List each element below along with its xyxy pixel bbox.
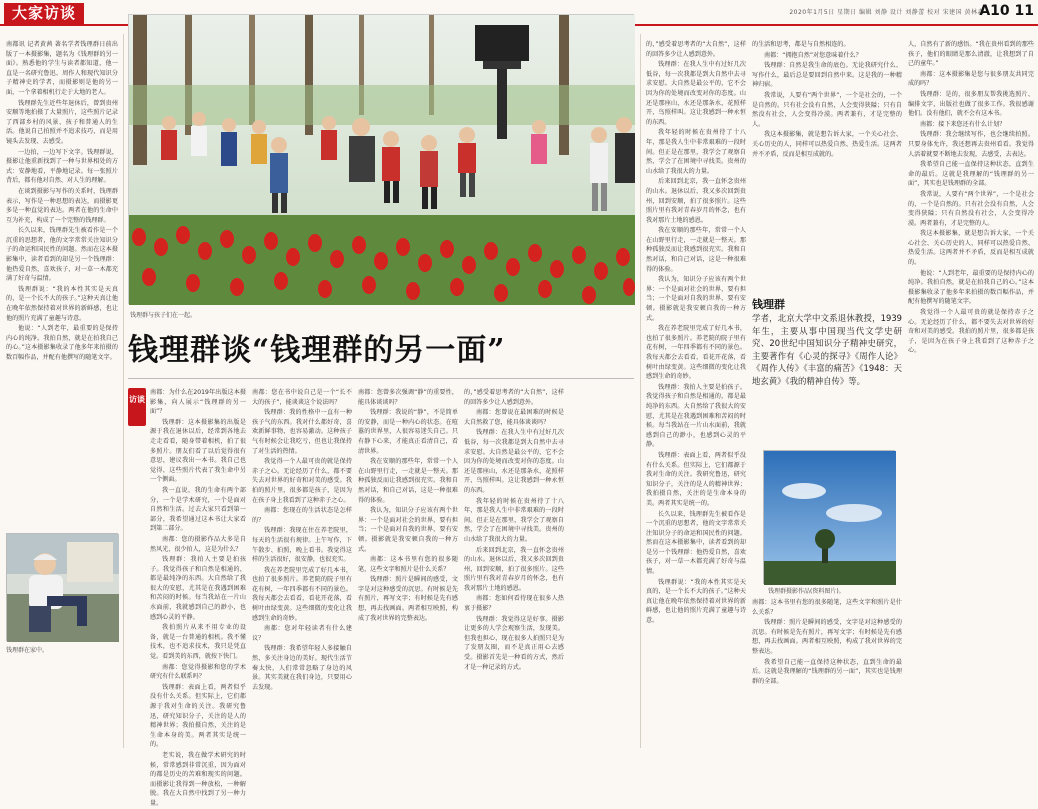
paragraph: 钱理群：在我人生中有过好几次低谷，每一次我都是到大自然中去寻求安慰。大自然是最公平的，它不会因为你的处境而改变对你的态度。山还是那座山，水还是那条水，花照样开，鸟照样叫。这让我感到一种永恒的东西。 [646,61,746,126]
paragraph: 我拍照片从来不用专业的设备，就是一台普通的相机。我不懂技术，也不追求技术，我只是凭直觉。看到美的东西，就按下快门。 [150,624,246,661]
paragraph: 南都：这本书里有您的很多随笔，这些文字和照片是什么关系？ [358,556,458,573]
paragraph: 南都：接下来您还有什么计划？ [920,120,1006,128]
paragraph: 钱理群：我希望年轻人多接触自然，多关注身边的美好。现代生活节奏太快，人们常常忽略了身边的风景。其实美就在我们身边，只要用心去发现。 [252,645,352,691]
interview-badge: 访谈 [128,388,146,426]
paragraph: 他说：“人到老年，最重要的是保持内心的纯净。我拍自然，就是在拍我自己的心。”这本摄影集收录了他多年来拍摄的数百幅作品，并配有他撰写的随笔文字。 [6,325,118,361]
paragraph: 我觉得一个人最可贵的就是保持赤子之心。无论经历了什么，都不要失去对世界的好奇和对美的感受。我拍的照片里，很多都是孩子，是因为在孩子身上我看到了这种赤子之心。 [908,309,1034,355]
paragraph: 钱理群：这本摄影集的出版是源于我在退休以后，经常到各地去走走看看，随身带着相机，拍了很多照片。朋友们看了以后觉得很有意思，建议我出一本书。我自己也觉得，这些照片代表了我生命中另一个侧面。 [150,418,246,484]
paragraph: 南都：您曾多次强调“静”的重要性，能具体谈谈吗？ [358,389,458,406]
bio-name: 钱理群 [752,298,785,311]
paragraph: 南都讯 记者黄茜 著名学者钱理群日前出版了一本摄影集，题名为《钱理群的另一面》。熟悉他的学生与读者都知道，他一直是一名研究鲁迅、周作人和现代知识分子精神史的学者，而摄影则是他的另一面，一个拿着相机行走于大地的老人。 [6,41,118,96]
paragraph: 人，自然有了新的感悟。“我在贵州看到的那些孩子，他们的眼睛是那么清澈，让我想到了自己的童年。” [908,41,1034,68]
paragraph: 我这本摄影集，就是想告诉大家，一个关心社会、关心历史的人，同样可以热爱自然、热爱生活。这两者并不矛盾，反而是相互成就的。 [908,230,1034,267]
divider [128,378,634,379]
section-tag: 大家访谈 [4,3,84,24]
bio-text: 学者，北京大学中文系退休教授，1939年生，主要从事中国现当代文学史研究、20世纪中国知识分子精神史研究，主要著作有《心灵的探寻》《周作人论》《周作人传》《丰富的痛苦》《1948：天地玄黄》《我的精神自传》等。 [752,313,902,386]
paragraph: 我认为，知识分子应该有两个世界：一个是面对社会的世界，要有担当；一个是面对自我的世界，要有安顿。摄影就是我安顿自我的一种方式。 [358,507,458,553]
column-2 [150,388,246,807]
photo-children-tulips [128,14,634,304]
page-number: A10 11 [979,3,1034,19]
paragraph: 钱理群：表面上看，两者似乎没有什么关系。但实际上，它们都源于我对生命的关注。我研究鲁迅，研究知识分子，关注的是人的精神世界；我拍摄自然，关注的是生命本身的美。两者其实是统一的。 [646,451,746,507]
paragraph: 在谈到摄影与写作的关系时，钱理群表示，写作是一种思想的表达，而摄影更多是一种直觉的表达。两者在他的生命中互为补充，构成了一个完整的钱理群。 [6,187,118,224]
paragraph: 我年轻的时候在贵州待了十八年，那是我人生中非常艰难的一段时间。但正是在那里，我学会了观察自然，学会了在困境中寻找美。贵州的山水给了我很大的力量。 [646,129,746,175]
paragraph: 钱理群：自然是我生命的底色。无论我研究什么、写作什么，最后总是要回到自然中来。这是我的一种精神归宿。 [752,62,902,89]
paragraph: 钱理群先生近些年退休后，曾到贵州安顺等地拍摄了大量照片，这些照片记录了西部乡村的风景、孩子和普通人的生活。他说自己拍照并不追求技巧，而是用镜头去发现、去感受。 [6,99,118,145]
paragraph: 钱理群：照片是瞬间的感受，文字是对这种感受的沉思。有时候是先有照片，再写文字；有时候是先有感想，再去找画面。两者相互映照，构成了我对世界的完整表达。 [752,619,902,655]
paragraph: 南都：您对年轻读者有什么建议？ [252,625,352,642]
paragraph: 的生活和思考，都是与自然相连的。 [752,41,850,48]
paragraph: 钱理群：照片是瞬间的感受，文字是对这种感受的沉思。有时候是先有照片，再写文字；有时候是先有感想，再去找画面。两者相互映照，构成了我对世界的完整表达。 [358,576,458,622]
dateline: 2020年1月5日 星期日 编辑 刘静 设计 刘静蕾 校对 宋建国 黄林森 [789,9,984,16]
paragraph: 我希望自己能一直保持这种状态，直到生命的最后。这就是我理解的“钱理群的另一面”，其实也是钱理群的全部。 [752,658,902,685]
paragraph: 钱理群：我拍人主要是拍孩子。我觉得孩子和自然是相通的，都是最纯净的东西。大自然给了我很大的安慰，尤其是在我遇到困难和苦闷的时候。每当我站在一片山水面前，我就感到自己的渺小，也感到心灵的平静。 [646,383,746,449]
paragraph: 老实说，我在做学术研究的时候，常常感到非常沉重，因为面对的都是历史的苦难和现实的问题。而摄影让我得到一种放松，一种解脱。我在大自然中找到了另一种力量。 [150,751,246,807]
column-9 [752,598,902,744]
paragraph: 钱理群：表面上看，两者似乎没有什么关系。但实际上，它们都源于我对生命的关注。我研究鲁迅，研究知识分子，关注的是人的精神世界；我拍摄自然，关注的是生命本身的美。两者其实是统一的。 [150,683,246,749]
divider [123,34,124,748]
paragraph: 我认为，知识分子应该有两个世界：一个是面对社会的世界，要有担当；一个是面对自我的世界，要有安顿。摄影就是我安顿自我的一种方式。 [646,276,746,322]
column-4 [358,388,458,744]
paragraph: 一边拍，一边写下文字。钱理群说，摄影让他重新找到了一种与世界相处的方式：安静地看，平静地记录。每一张照片背后，都有他对自然、对人生的理解。 [6,148,118,185]
paragraph: 后来回到北京，我一直怀念贵州的山水。退休以后，我又多次回到贵州，回到安顺，拍了很多照片。这些照片里有我对青春岁月的怀念，也有我对那片土地的感恩。 [646,178,746,224]
paragraph: 他说：“人到老年，最重要的是保持内心的纯净。我拍自然，就是在拍我自己的心。”这本摄影集收录了他多年来拍摄的数百幅作品，并配有他撰写的随笔文字。 [908,269,1034,306]
paragraph: 南都：这本书里有您的很多随笔，这些文字和照片是什么关系？ [752,599,902,616]
paragraph: 钱理群：我拍人主要是拍孩子。我觉得孩子和自然是相通的，都是最纯净的东西。大自然给了我很大的安慰，尤其是在我遇到困难和苦闷的时候。每当我站在一片山水面前，我就感到自己的渺小，也感到心灵的平静。 [150,556,246,621]
column-6 [646,40,746,740]
column-5 [464,388,564,744]
column-3 [252,388,352,744]
paragraph: 的，”感受着思考者的“大自然”，这样的回答多少让人感到意外。 [464,389,564,406]
paragraph: 钱理群：我觉得这是好事。摄影让更多的人学会观察生活，发现美。但我也担心，现在很多人拍照只是为了发朋友圈，而不是真正用心去感受。摄影首先是一种看的方式，然后才是一种记录的方式。 [464,615,564,671]
paragraph: 长久以来，钱理群先生被看作是一个沉重的思想者，他的文字常常关注知识分子的命运和国民性的问题。然而在这本摄影集中，读者看到的却是另一个钱理群：他热爱自然，喜欢孩子，对一草一木都充满了好奇与温情。 [6,227,118,283]
paragraph: 钱理群：在我人生中有过好几次低谷，每一次我都是到大自然中去寻求安慰。大自然是最公平的，它不会因为你的处境而改变对你的态度。山还是那座山，水还是那条水，花照样开，鸟照样叫。这让我感到一种永恒的东西。 [464,429,564,494]
paragraph: 南都：您如何看待现在很多人热衷于摄影？ [464,595,564,613]
photo-portrait-work [763,450,895,584]
paragraph: 长久以来，钱理群先生被看作是一个沉重的思想者，他的文字常常关注知识分子的命运和国民性的问题。然而在这本摄影集中，读者看到的却是另一个钱理群：他热爱自然，喜欢孩子，对一草一木都充满了好奇与温情。 [646,510,746,576]
paragraph: 南都：这本摄影集是您与很多朋友共同完成的吗？ [908,70,1034,88]
portrait-caption: 钱理群摄影作品(资料图片)。 [768,588,845,595]
paragraph: 我常说，人要有“两个世界”，一个是社会的，一个是自然的。只有社会没有自然，人会变得狭隘；只有自然没有社会，人会变得冷漠。两者兼有，才是完整的人。 [908,190,1034,227]
small-photo-caption: 钱理群在家中。 [6,647,49,654]
paragraph: 我这本摄影集，就是想告诉大家，一个关心社会、关心历史的人，同样可以热爱自然、热爱生活。这两者并不矛盾，反而是相互成就的。 [752,131,902,158]
paragraph: 我常说，人要有“两个世界”，一个是社会的，一个是自然的。只有社会没有自然，人会变得狭隘；只有自然没有社会，人会变得冷漠。两者兼有，才是完整的人。 [752,91,902,128]
paragraph: 我在安顺的那些年，常常一个人在山野里行走，一走就是一整天。那种孤独反而让我感到很充实。我和自然对话，和自己对话，这是一种很难得的体验。 [358,458,458,504]
paragraph: 南都：“拥抱自然”对您意味着什么？ [764,51,862,59]
paragraph: 我希望自己能一直保持这种状态，直到生命的最后。这就是我理解的“钱理群的另一面”，其实也是钱理群的全部。 [908,161,1034,188]
photo-author-at-home [6,533,118,641]
paragraph: 钱理群：我会继续写作，也会继续拍照。只要身体允许，我还想再去贵州看看。我觉得人活着就要不断地去发现，去感受，去表达。 [908,131,1034,158]
headline: 钱理群谈“钱理群的另一面” [128,333,506,368]
paragraph: 我一直说，我的生命有两个部分，一个是学术研究，一个是面对自然和生活。过去大家只看到第一部分，我希望通过这本书让大家看到第二部分。 [150,486,246,533]
paragraph: 钱理群：我说的“静”，不是简单的安静，而是一种内心的状态。在喧嚣的世界里，人很容易迷失自己。只有静下心来，才能真正看清自己，看清世界。 [358,409,458,455]
paragraph: 我在养老院里完成了好几本书，也拍了很多照片。养老院的院子里有花有树，一年四季都有不同的景色。我每天都会去看看，看花开花落，看树叶由绿变黄。这些细微的变化让我感到生命的奇妙。 [252,566,352,622]
paragraph: 钱理群说：“我的本性其实是天真的，是一个长不大的孩子。”这种天真让他在晚年依然保持着对世界的新鲜感，也让他的照片充满了童趣与诗意。 [6,285,118,322]
paragraph: 我觉得一个人最可贵的就是保持赤子之心。无论经历了什么，都不要失去对世界的好奇和对美的感受。我拍的照片里，很多都是孩子，是因为在孩子身上我看到了这种赤子之心。 [252,458,352,504]
divider [640,34,641,748]
main-photo-caption: 钱理群与孩子们在一起。 [130,312,197,319]
paragraph: 南都：您现在的生活状态是怎样的？ [252,507,352,524]
paragraph: 钱理群：是的，很多朋友帮我挑选照片、编排文字，出版社也做了很多工作。我很感谢他们。没有他们，就不会有这本书。 [908,90,1034,118]
paragraph: 我在安顺的那些年，常常一个人在山野里行走，一走就是一整天。那种孤独反而让我感到很充实。我和自然对话，和自己对话，这是一种很难得的体验。 [646,227,746,273]
column-8 [908,40,1034,740]
paragraph: 南都：为什么在2019年出版这本摄影集，向人展示“钱理群的另一面”？ [150,389,246,416]
paragraph: 南都：您的摄影作品大多是自然风光，很少拍人，这是为什么？ [150,535,246,553]
paragraph: 钱理群：我现在住在养老院里，每天的生活很有规律。上午写作，下午散步、拍照，晚上看书。我觉得这样的生活很好，很安静，也很充实。 [252,527,352,564]
paragraph: 钱理群：我的性格中一直有一种孩子气的东西。我对什么都好奇，喜欢新鲜事物，也容易激动。这种孩子气有时候会让我吃亏，但也让我保持了对生活的热情。 [252,409,352,455]
column-1 [6,40,118,528]
paragraph: 南都：您在书中说自己是一个“长不大的孩子”，能谈谈这个说法吗？ [252,389,352,406]
column-7 [752,40,902,290]
paragraph: 我年轻的时候在贵州待了十八年，那是我人生中非常艰难的一段时间。但正是在那里，我学会了观察自然，学会了在困境中寻找美。贵州的山水给了我很大的力量。 [464,497,564,543]
paragraph: 南都：您曾说在最困难的时候是大自然救了您，能具体谈谈吗？ [464,409,564,426]
paragraph: 后来回到北京，我一直怀念贵州的山水。退休以后，我又多次回到贵州，回到安顺，拍了很多照片。这些照片里有我对青春岁月的怀念，也有我对那片土地的感恩。 [464,546,564,592]
paragraph: 钱理群说：“我的本性其实是天真的，是一个长不大的孩子。”这种天真让他在晚年依然保持着对世界的新鲜感，也让他的照片充满了童趣与诗意。 [646,578,746,625]
paragraph: 的，”感受着思考者的“大自然”，这样的回答多少让人感到意外。 [646,41,746,58]
paragraph: 我在养老院里完成了好几本书，也拍了很多照片。养老院的院子里有花有树，一年四季都有不同的景色。我每天都会去看看，看花开花落，看树叶由绿变黄。这些细微的变化让我感到生命的奇妙。 [646,325,746,381]
paragraph: 南都：您觉得摄影和您的学术研究有什么联系吗？ [150,663,246,681]
